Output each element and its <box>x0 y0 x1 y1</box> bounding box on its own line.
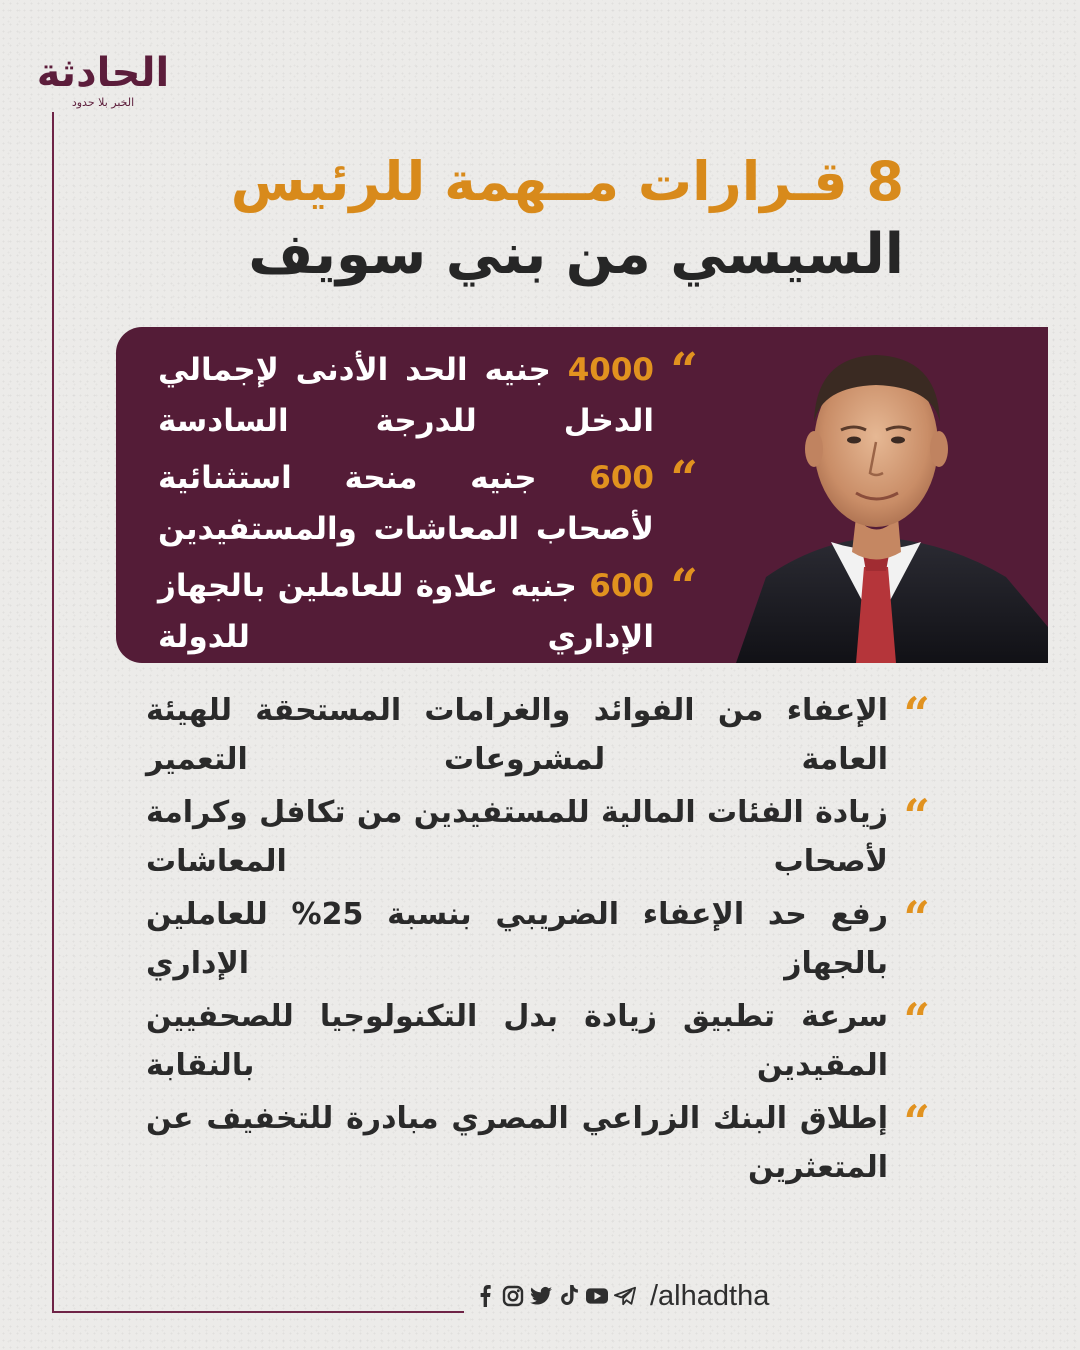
title-line-1: 8 قـرارات مــهمة للرئيس <box>230 150 904 213</box>
highlight-item <box>158 453 698 555</box>
quote-icon: “ <box>670 343 698 399</box>
quote-icon: “ <box>903 789 930 843</box>
facebook-icon[interactable] <box>474 1285 496 1307</box>
tiktok-icon[interactable] <box>558 1285 580 1307</box>
decision-item <box>146 890 934 988</box>
highlights-panel <box>116 327 1048 663</box>
quote-icon: “ <box>903 687 930 741</box>
quote-icon: “ <box>903 993 930 1047</box>
decision-item <box>146 1094 934 1192</box>
decision-item <box>146 992 934 1090</box>
social-links <box>474 1280 769 1312</box>
telegram-icon[interactable] <box>614 1285 636 1307</box>
highlight-number: 600 <box>589 460 654 496</box>
president-photo <box>706 327 1048 663</box>
social-handle[interactable]: /alhadtha <box>650 1279 770 1312</box>
highlight-text <box>158 345 654 447</box>
frame-line-horizontal <box>52 1311 464 1313</box>
highlight-number: 4000 <box>567 352 654 388</box>
instagram-icon[interactable] <box>502 1285 524 1307</box>
title-line-2: السيسي من بني سويف <box>248 222 904 287</box>
highlight-number: 600 <box>589 568 654 604</box>
highlight-item <box>158 561 698 663</box>
highlight-description: جنيه علاوة للعاملين بالجهاز الإداري للدولة <box>158 568 654 655</box>
highlight-description: جنيه الحد الأدنى لإجمالي الدخل للدرجة السادسة <box>158 352 654 439</box>
highlight-text <box>158 453 654 555</box>
highlights-list <box>158 345 698 663</box>
highlight-description: جنيه منحة استثنائية لأصحاب المعاشات والمستفيدين <box>158 460 654 547</box>
quote-icon: “ <box>903 891 930 945</box>
decision-text: الإعفاء من الفوائد والغرامات المستحقة للهيئة العامة لمشروعات التعمير <box>146 693 888 777</box>
twitter-icon[interactable] <box>530 1285 552 1307</box>
decision-text: زيادة الفئات المالية للمستفيدين من تكافل وكرامة لأصحاب المعاشات <box>146 795 888 879</box>
decision-text: سرعة تطبيق زيادة بدل التكنولوجيا للصحفيين المقيدين بالنقابة <box>146 999 888 1083</box>
quote-icon: “ <box>670 451 698 507</box>
quote-icon: “ <box>903 1095 930 1149</box>
decisions-list <box>146 686 934 1196</box>
logo <box>28 50 178 110</box>
logo-name: الحادثة <box>36 50 170 96</box>
highlight-text <box>158 561 654 663</box>
youtube-icon[interactable] <box>586 1285 608 1307</box>
quote-icon: “ <box>670 559 698 615</box>
highlight-item <box>158 345 698 447</box>
decision-item <box>146 686 934 784</box>
decision-text: إطلاق البنك الزراعي المصري مبادرة للتخفيف عن المتعثرين <box>146 1101 888 1185</box>
logo-tagline: الخبر بلا حدود <box>71 96 135 109</box>
decision-text: رفع حد الإعفاء الضريبي بنسبة 25% للعاملين بالجهاز الإداري <box>146 897 888 981</box>
decision-item <box>146 788 934 886</box>
frame-line-vertical <box>52 112 54 1312</box>
